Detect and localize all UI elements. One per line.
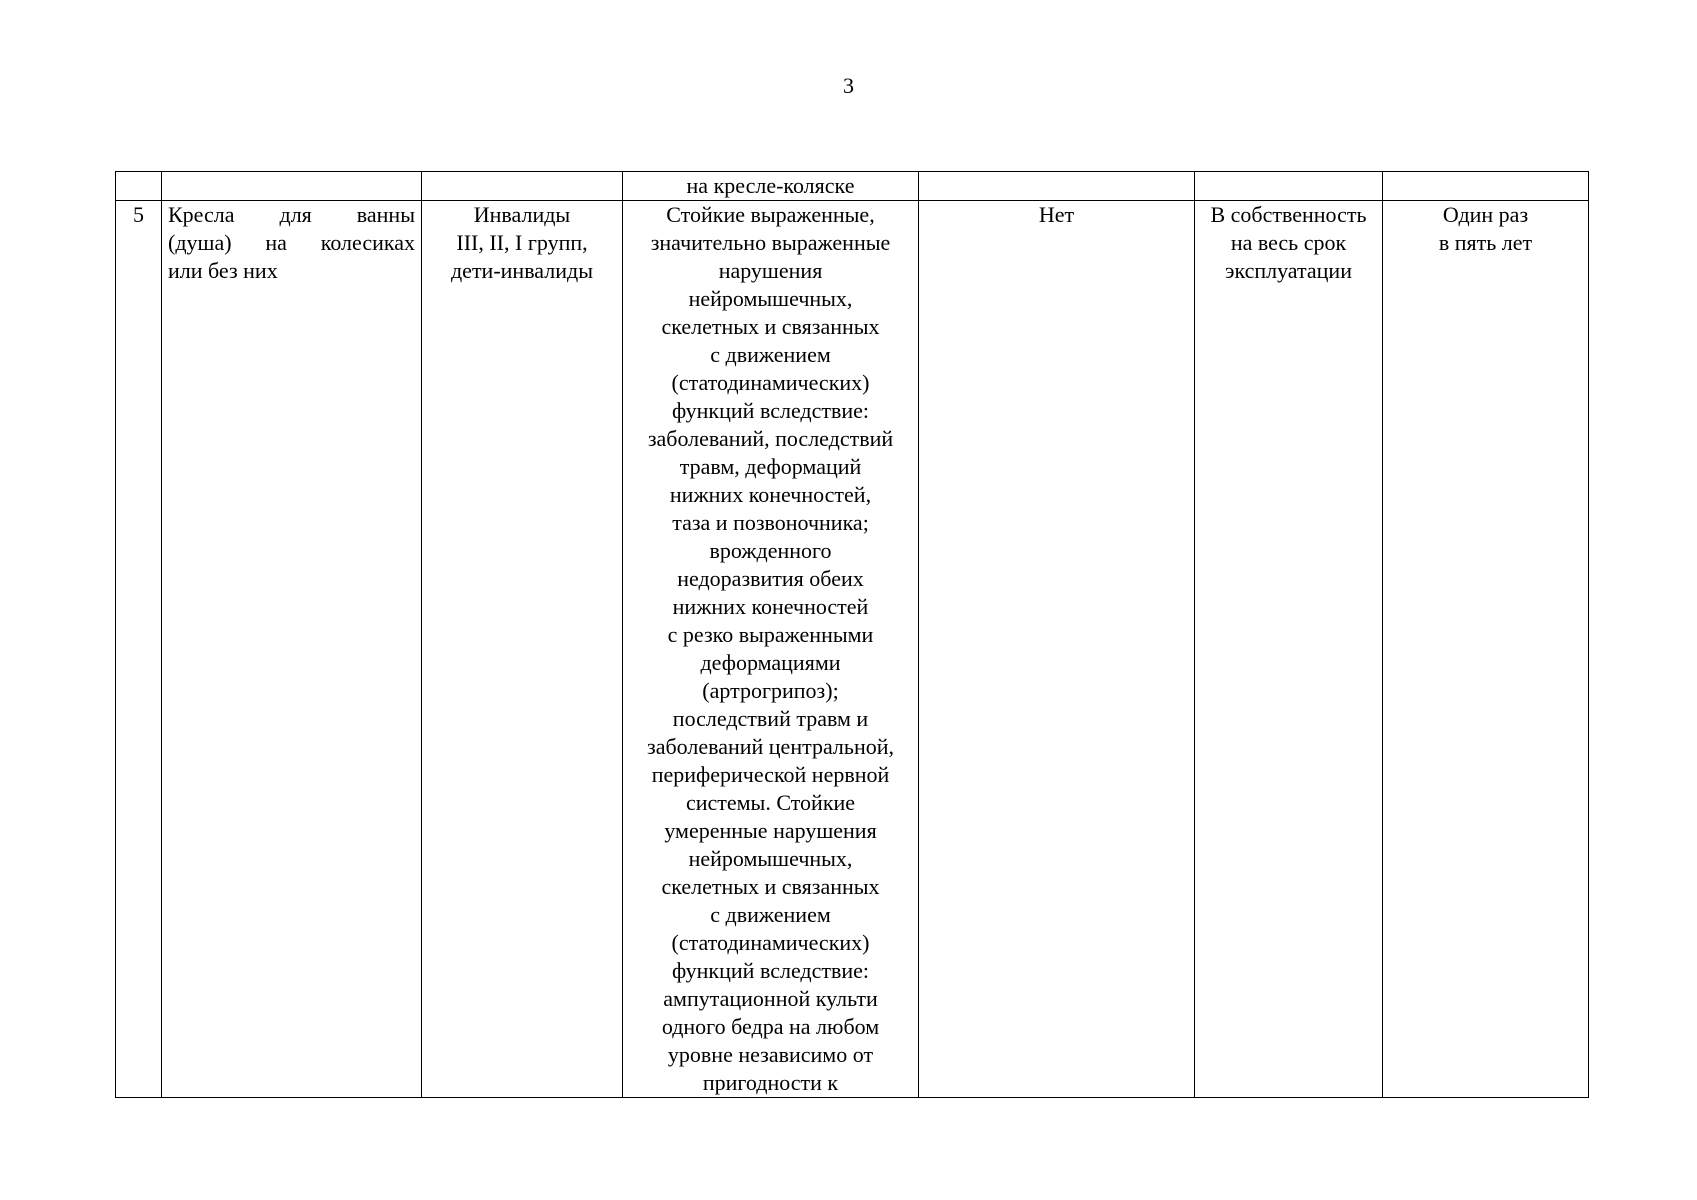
cell-name [162,172,422,201]
indications-line: (статодинамических) [671,370,870,395]
cell-name [162,201,422,1098]
indications-line: с резко выраженными [667,622,874,647]
cell-indications [623,201,919,1098]
indications-line: нейромышечных, [688,286,853,311]
indications-line: функций вследствие: [671,398,870,423]
indications-line: заболеваний, последствий [647,426,894,451]
indications-line: скелетных и связанных [661,314,880,339]
indications-line: ампутационной культи [663,986,878,1011]
name-line: или без них [168,258,278,283]
indications-line: умеренные нарушения [664,818,877,843]
indications-line: Стойкие выраженные, [666,202,875,227]
cell-period [1383,172,1589,201]
cell-contraindications: Нет [919,201,1195,1098]
indications-line: (артрогрипоз); [702,678,839,703]
cell-period [1383,201,1589,1098]
indications-line: с движением [710,902,831,927]
indications-line: нарушения [718,258,823,283]
cell-recipients [422,201,623,1098]
indications-line: (статодинамических) [671,930,870,955]
indications-line: функций вследствие: [671,958,870,983]
name-line: Кресла для ванны [168,202,415,227]
indications-line: нижних конечностей [672,594,869,619]
table-row [116,201,1589,1098]
indications-line: нижних конечностей, [669,482,872,507]
indications-line: периферической нервной [651,762,890,787]
cell-transfer [1195,172,1383,201]
indications-line: с движением [710,342,831,367]
recipients-line: Инвалиды [473,202,571,227]
recipients-line: III, II, I групп, [456,230,588,255]
indications-line: заболеваний центральной, [647,734,894,759]
indications-line: нейромышечных, [688,846,853,871]
name-line: (душа) на колесиках [168,230,415,255]
document-table [115,171,1589,1098]
indications-line: последствий травм и [672,706,869,731]
cell-indications: на кресле-коляске [623,172,919,201]
cell-number: 5 [116,201,162,1098]
indications-line: одного бедра на любом [661,1014,880,1039]
cell-contraindications [919,172,1195,201]
page-number: 3 [843,73,854,98]
transfer-line: на весь срок [1230,230,1347,255]
transfer-line: В собственность [1210,202,1367,227]
indications-line: системы. Стойкие [685,790,856,815]
cell-number [116,172,162,201]
cell-recipients [422,172,623,201]
recipients-line: дети-инвалиды [450,258,593,283]
indications-line: уровне независимо от [667,1042,874,1067]
cell-transfer [1195,201,1383,1098]
indications-line: таза и позвоночника; [672,510,869,535]
indications-line: деформациями [700,650,841,675]
indications-line: врожденного [709,538,832,563]
period-line: в пять лет [1438,230,1533,255]
indications-line: скелетных и связанных [661,874,880,899]
table-row-continuation [116,172,1589,201]
indications-line: пригодности к [702,1070,839,1095]
indications-line: недоразвития обеих [677,566,864,591]
indications-line: травм, деформаций [679,454,862,479]
indications-line: значительно выраженные [650,230,891,255]
transfer-line: эксплуатации [1225,258,1352,283]
period-line: Один раз [1442,202,1529,227]
